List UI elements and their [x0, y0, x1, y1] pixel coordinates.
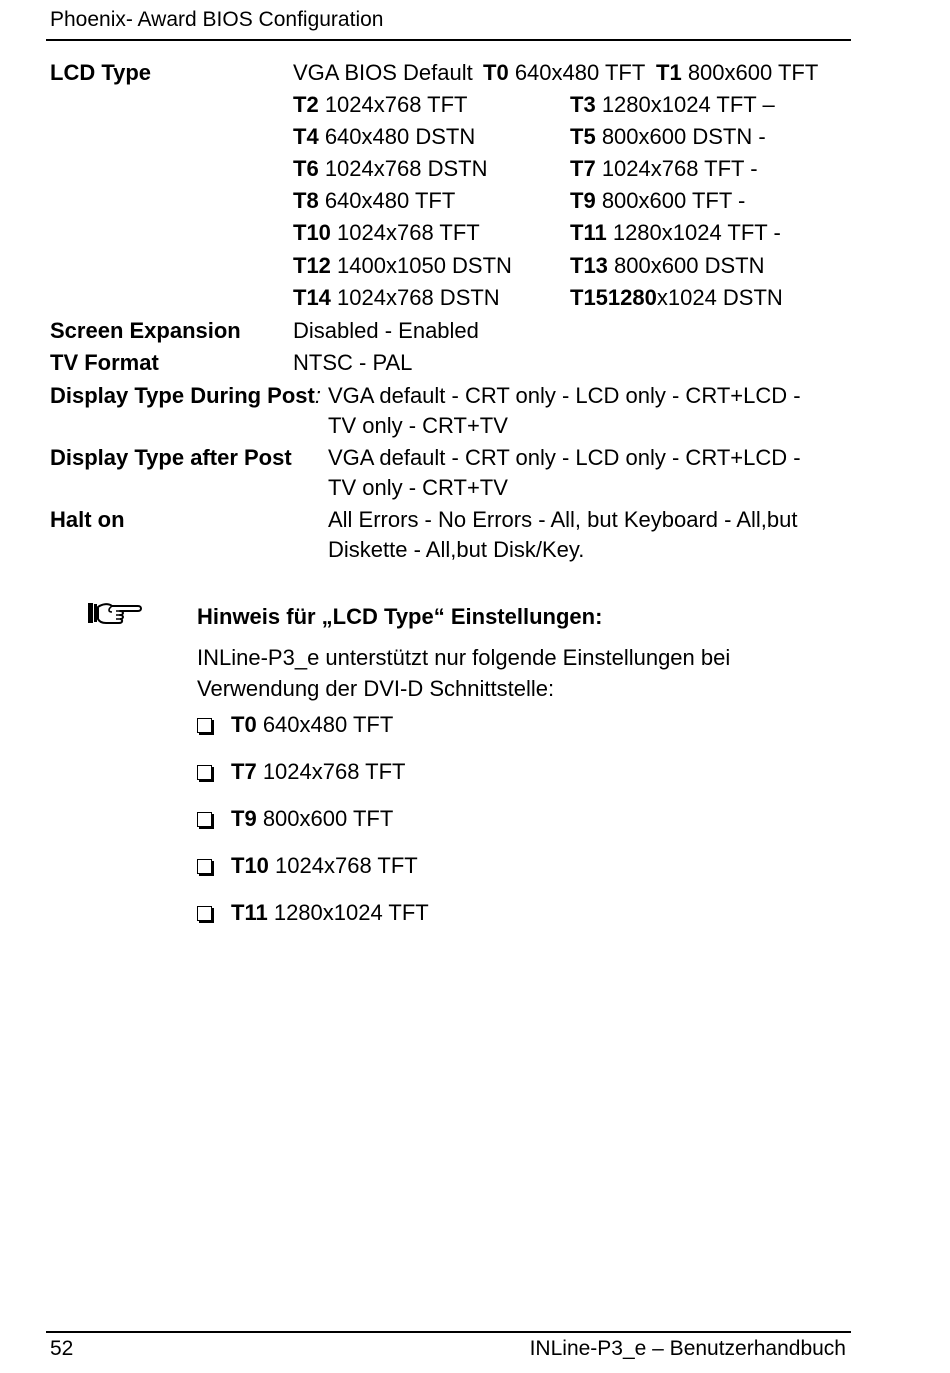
checkbox-icon	[197, 718, 212, 733]
lcd-option: T14 1024x768 DSTN	[293, 285, 500, 310]
display-during-post-label: Display Type During Post:	[50, 383, 321, 408]
header-rule	[46, 39, 851, 41]
screen-expansion-label: Screen Expansion	[50, 318, 241, 343]
lcd-option: T4 640x480 DSTN	[293, 124, 476, 149]
display-after-post-label: Display Type after Post	[50, 445, 292, 470]
lcd-option: T11 1280x1024 TFT -	[570, 220, 781, 245]
checkbox-icon	[197, 765, 212, 780]
display-during-post-value: VGA default - CRT only - LCD only - CRT+LCD -	[328, 383, 801, 408]
lcd-option: T5 800x600 DSTN -	[570, 124, 766, 149]
pointing-hand-icon	[86, 598, 144, 630]
lcd-option: T7 1024x768 TFT -	[570, 156, 758, 181]
halt-on-label: Halt on	[50, 507, 125, 532]
halt-on-value-cont: Diskette - All,but Disk/Key.	[328, 537, 585, 562]
lcd-option: T2 1024x768 TFT	[293, 92, 468, 117]
lcd-option: T9 800x600 TFT -	[570, 188, 746, 213]
display-after-post-value: VGA default - CRT only - LCD only - CRT+LCD -	[328, 445, 801, 470]
note-text: INLine-P3_e unterstützt nur folgende Einstellungen bei Verwendung der DVI-D Schnittstelle:	[197, 645, 731, 701]
page-number: 52	[50, 1337, 74, 1360]
lcd-option: T10 1024x768 TFT	[293, 220, 480, 245]
tv-format-value: NTSC - PAL	[293, 350, 413, 375]
display-after-post-value-cont: TV only - CRT+TV	[328, 475, 508, 500]
checkbox-icon	[197, 859, 212, 874]
footer-rule	[46, 1331, 851, 1333]
screen-expansion-value: Disabled - Enabled	[293, 318, 479, 343]
lcd-type-label: LCD Type	[50, 60, 152, 85]
halt-on-value: All Errors - No Errors - All, but Keyboard - All,but	[328, 507, 798, 532]
checkbox-icon	[197, 812, 212, 827]
lcd-option: T6 1024x768 DSTN	[293, 156, 488, 181]
tv-format-label: TV Format	[50, 350, 159, 375]
lcd-option: T0 640x480 TFT	[483, 60, 646, 85]
checkbox-icon	[197, 906, 212, 921]
lcd-option: T13 800x600 DSTN	[570, 253, 765, 278]
display-during-post-value-cont: TV only - CRT+TV	[328, 413, 508, 438]
lcd-option: T12 1400x1050 DSTN	[293, 253, 512, 278]
lcd-option: T151280x1024 DSTN	[570, 285, 783, 310]
lcd-option: T1 800x600 TFT	[656, 60, 819, 85]
lcd-type-default: VGA BIOS Default	[293, 60, 473, 85]
document-title: INLine-P3_e – Benutzerhandbuch	[529, 1337, 846, 1360]
lcd-option: T8 640x480 TFT	[293, 188, 456, 213]
note-title: Hinweis für „LCD Type“ Einstellungen:	[197, 604, 603, 629]
page-header-title: Phoenix- Award BIOS Configuration	[50, 8, 384, 31]
lcd-option: T3 1280x1024 TFT –	[570, 92, 775, 117]
